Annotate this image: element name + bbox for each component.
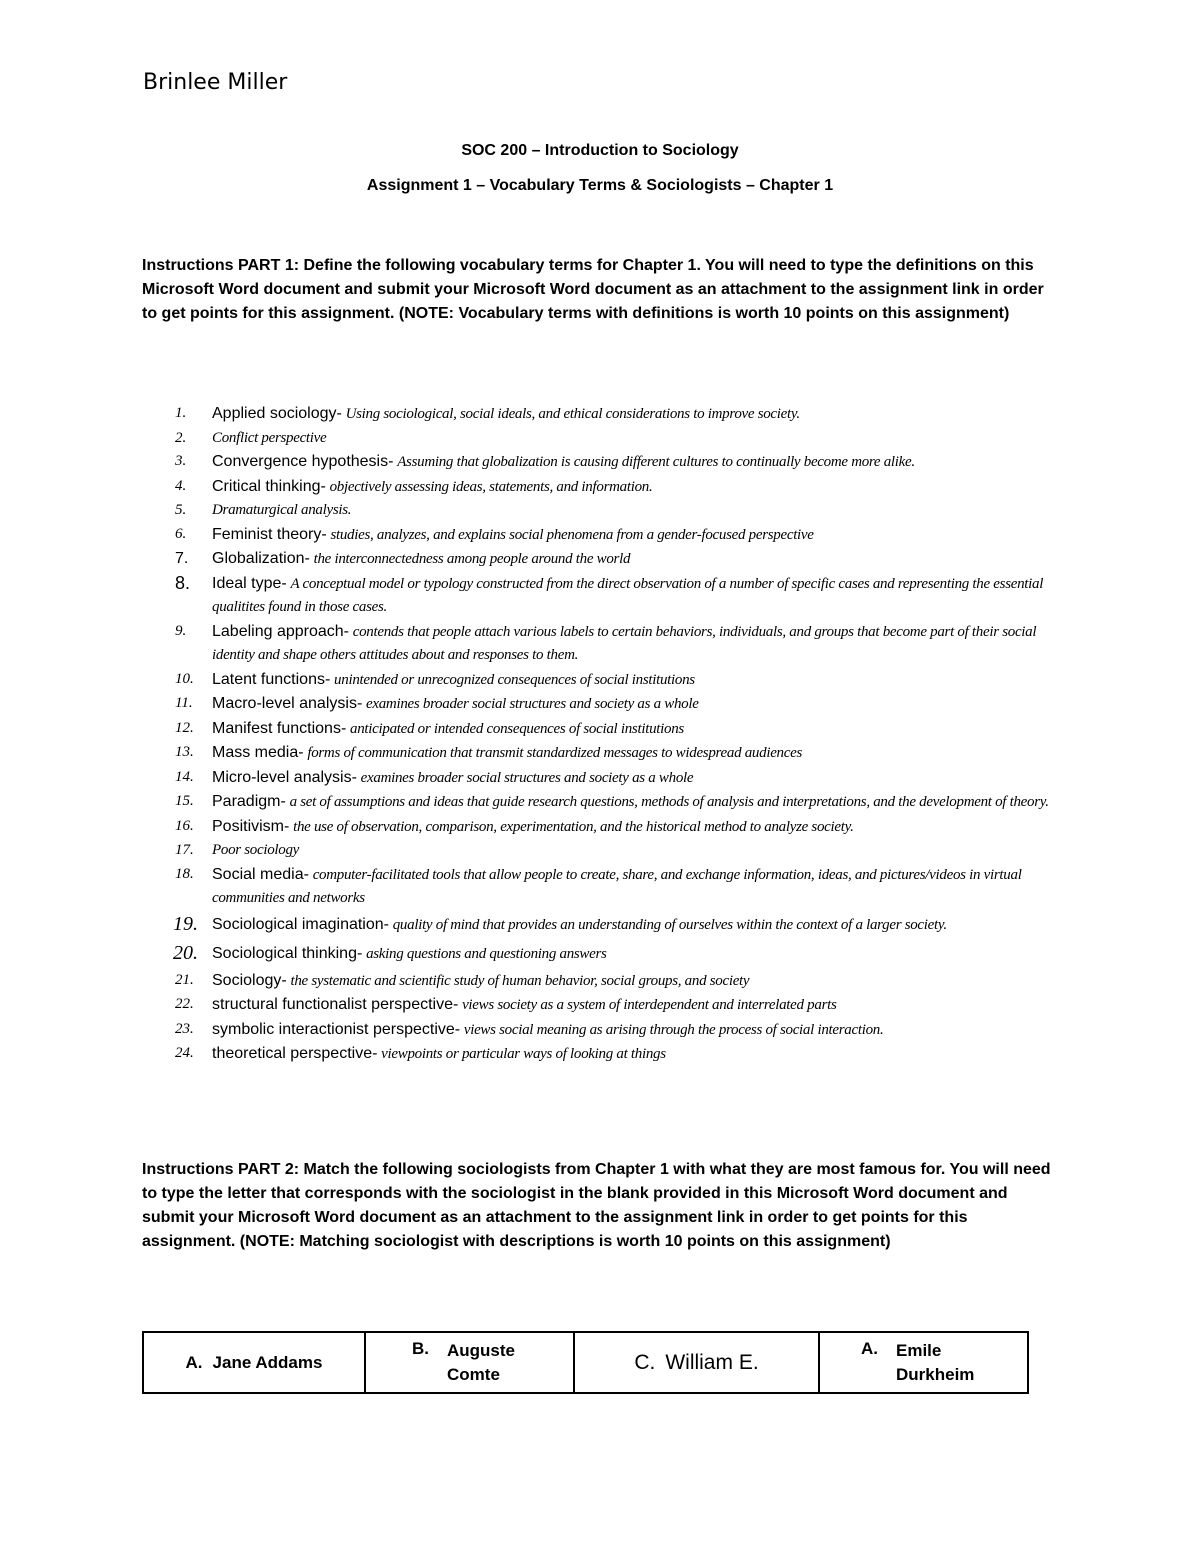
sociologist-table	[142, 1331, 1029, 1394]
vocab-term: Positivism-	[212, 817, 290, 835]
vocab-item	[0, 668, 1200, 693]
vocab-term: Dramaturgical analysis.	[212, 502, 352, 518]
vocab-number: 22.	[175, 996, 194, 1012]
vocab-item	[0, 1018, 1200, 1043]
vocab-term: Poor sociology	[212, 842, 300, 858]
vocab-item	[0, 427, 1200, 451]
vocab-number: 14.	[175, 768, 194, 785]
vocab-item	[0, 1042, 1200, 1067]
vocab-definition: Using sociological, social ideals, and ethical considerations to improve society.	[345, 406, 800, 422]
vocab-definition: viewpoints or particular ways of looking at things	[381, 1046, 666, 1062]
vocab-item	[0, 547, 1200, 572]
sociologist-name: Jane Addams	[212, 1352, 323, 1372]
vocab-item	[0, 402, 1200, 427]
vocab-definition: views social meaning as arising through the process of social interaction.	[463, 1021, 884, 1038]
vocab-item	[0, 911, 1200, 939]
course-title: SOC 200 – Introduction to Sociology	[461, 142, 739, 159]
vocab-item	[0, 993, 1200, 1018]
vocab-term: Applied sociology-	[212, 405, 342, 422]
vocab-item	[0, 523, 1200, 548]
vocab-term: structural functionalist perspective-	[212, 996, 459, 1013]
vocab-number: 24.	[175, 1045, 194, 1061]
vocab-item	[0, 717, 1200, 742]
vocab-term: Sociological imagination-	[212, 915, 389, 933]
vocab-term: Sociology-	[212, 971, 287, 989]
vocab-number: 17.	[175, 842, 194, 858]
vocab-number: 3.	[175, 453, 187, 469]
vocab-item	[0, 741, 1200, 766]
sociologist-cell	[365, 1332, 574, 1393]
vocab-definition: Assuming that globalization is causing different cultures to continually become more alike.	[397, 454, 915, 470]
vocab-number: 2.	[175, 429, 187, 446]
vocab-item	[0, 475, 1200, 500]
vocab-term: Feminist theory-	[212, 525, 327, 543]
vocab-definition: quality of mind that provides an understanding of ourselves within the context of a larger society.	[392, 916, 947, 933]
vocab-term: Mass media-	[212, 744, 304, 761]
vocab-term: Paradigm-	[212, 793, 286, 810]
table-row	[143, 1332, 1028, 1393]
vocab-item	[0, 863, 1200, 911]
vocab-definition: asking questions and questioning answers	[366, 945, 607, 962]
vocab-term: Ideal type-	[212, 574, 287, 592]
sociologist-letter: A.	[861, 1339, 878, 1358]
vocab-number: 7.	[175, 550, 189, 567]
vocab-item	[0, 572, 1200, 620]
vocab-definition: objectively assessing ideas, statements, and information.	[329, 478, 653, 495]
vocab-term: Convergence hypothesis-	[212, 453, 394, 470]
vocab-number: 9.	[175, 622, 187, 639]
vocab-definition: examines broader social structures and society as a whole	[360, 769, 694, 786]
vocab-definition: computer-facilitated tools that allow people to create, share, and exchange information, ideas, and pictures/videos in virtual communities and networks	[212, 866, 1022, 906]
sociologist-name: Emile Durkheim	[896, 1341, 975, 1384]
vocab-definition: the use of observation, comparison, experimentation, and the historical method to analyze society.	[293, 818, 854, 835]
sociologist-letter: C.	[634, 1350, 656, 1374]
vocab-term: Critical thinking-	[212, 477, 326, 495]
vocab-item	[0, 815, 1200, 840]
vocab-item	[0, 839, 1200, 863]
vocab-term: Globalization-	[212, 550, 310, 567]
vocab-term: Macro-level analysis-	[212, 695, 363, 712]
vocab-item	[0, 620, 1200, 668]
vocab-list	[0, 402, 1200, 1067]
vocab-number: 5.	[175, 502, 187, 518]
vocab-item	[0, 969, 1200, 994]
vocab-number: 10.	[175, 670, 194, 687]
vocab-number: 16.	[175, 817, 194, 834]
vocab-number: 13.	[175, 744, 194, 760]
vocab-definition: examines broader social structures and society as a whole	[366, 696, 699, 712]
part1-instructions: Instructions PART 1: Define the following vocabulary terms for Chapter 1. You will need to type the definitions on this Microsoft Word document and submit your Microsoft Word document as an attachment to the assignment link in order to get points for this assignment. (NOTE: Vocabulary terms with definitions is worth 10 points on this assignment)	[142, 257, 1044, 322]
vocab-number: 20.	[173, 941, 198, 964]
vocab-definition: views society as a system of interdependent and interrelated parts	[462, 997, 837, 1013]
vocab-item	[0, 939, 1200, 969]
vocab-number: 15.	[175, 793, 194, 809]
vocab-number: 11.	[175, 695, 193, 711]
vocab-number: 4.	[175, 477, 187, 494]
vocab-definition: anticipated or intended consequences of social institutions	[350, 720, 684, 737]
vocab-term: Conflict perspective	[212, 429, 327, 446]
sociologist-cell	[574, 1332, 819, 1393]
sociologist-name: Auguste Comte	[447, 1341, 515, 1384]
vocab-item	[0, 766, 1200, 791]
part2-instructions: Instructions PART 2: Match the following sociologists from Chapter 1 with what they are most famous for. You will need to type the letter that corresponds with the sociologist in the blank provided in this Microsoft Word document and submit your Microsoft Word document as an attachment to the assignment link in order to get points for this assignment. (NOTE: Matching sociologist with descriptions is worth 10 points on this assignment)	[142, 1161, 1051, 1250]
vocab-number: 1.	[175, 405, 187, 421]
vocab-definition: forms of communication that transmit standardized messages to widespread audiences	[307, 745, 803, 761]
vocab-number: 19.	[173, 912, 198, 935]
vocab-number: 12.	[175, 719, 194, 736]
vocab-term: symbolic interactionist perspective-	[212, 1020, 461, 1038]
vocab-term: Micro-level analysis-	[212, 768, 357, 786]
vocab-number: 21.	[175, 971, 194, 988]
vocab-definition: a set of assumptions and ideas that guide research questions, methods of analysis and interpretations, and the development of theory.	[289, 794, 1049, 810]
vocab-item	[0, 790, 1200, 815]
sociologist-cell	[143, 1332, 365, 1393]
vocab-number: 8.	[175, 572, 191, 593]
vocab-definition: studies, analyzes, and explains social phenomena from a gender-focused perspective	[330, 526, 814, 543]
sociologist-name: William E.	[665, 1350, 759, 1374]
vocab-item	[0, 499, 1200, 523]
vocab-definition: contends that people attach various labels to certain behaviors, individuals, and groups that become part of their social identity and shape others attitudes about and responses to them.	[212, 623, 1037, 663]
vocab-number: 23.	[175, 1020, 194, 1037]
vocab-term: Social media-	[212, 865, 309, 883]
vocab-term: Manifest functions-	[212, 719, 347, 737]
vocab-item	[0, 692, 1200, 717]
sociologist-letter: A.	[185, 1352, 203, 1372]
assignment-title: Assignment 1 – Vocabulary Terms & Sociologists – Chapter 1	[366, 177, 834, 194]
vocab-definition: A conceptual model or typology constructed from the direct observation of a number of specific cases and representing the essential qualitites found in those cases.	[212, 575, 1044, 615]
sociologist-cell	[819, 1332, 1028, 1393]
vocab-definition: unintended or unrecognized consequences of social institutions	[334, 671, 695, 688]
vocab-definition: the interconnectedness among people around the world	[313, 551, 631, 567]
vocab-term: Latent functions-	[212, 670, 331, 688]
vocab-definition: the systematic and scientific study of human behavior, social groups, and society	[290, 972, 750, 989]
sociologist-letter: B.	[412, 1339, 429, 1358]
vocab-term: theoretical perspective-	[212, 1045, 378, 1062]
vocab-number: 18.	[175, 865, 194, 882]
author-name: Brinlee Miller	[143, 70, 288, 95]
vocab-number: 6.	[175, 525, 187, 542]
vocab-item	[0, 450, 1200, 475]
vocab-term: Sociological thinking-	[212, 944, 363, 962]
vocab-term: Labeling approach-	[212, 622, 349, 640]
